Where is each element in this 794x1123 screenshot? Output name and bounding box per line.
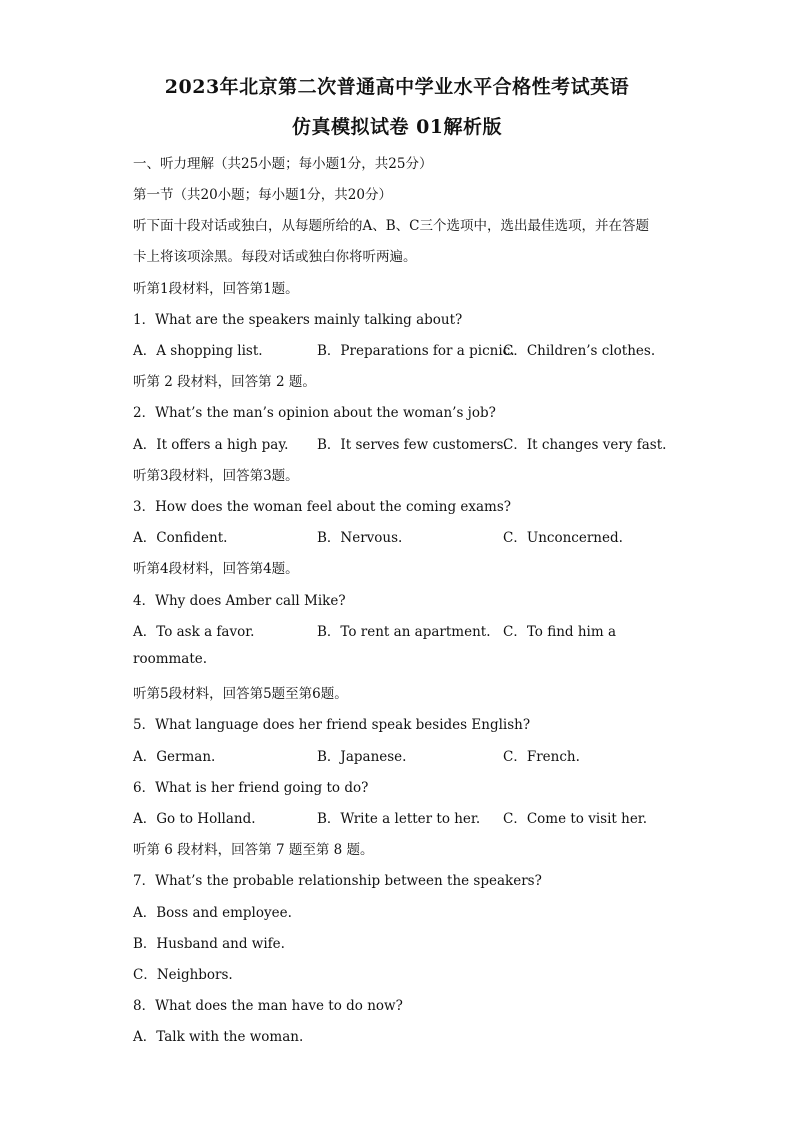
option-b: B．Nervous. [317,530,403,546]
option-b: B．Japanese. [317,749,407,765]
question-7-option-b: B．Husband and wife. [133,936,285,952]
material-heading-1: 听第1段材料，回答第1题。 [133,281,299,297]
option-b: B．It serves few customers. [317,437,508,453]
question-1: 1．What are the speakers mainly talking about? [133,312,463,328]
question-7: 7．What’s the probable relationship between the speakers? [133,873,542,889]
material-heading-2: 听第 2 段材料，回答第 2 题。 [133,374,316,390]
option-a: A．Confident. [133,530,228,546]
question-8-option-a: A．Talk with the woman. [133,1029,304,1045]
option-a: A．German. [133,749,216,765]
option-a: A．A shopping list. [133,343,263,359]
question-6: 6．What is her friend going to do? [133,780,369,796]
instructions-line-1: 听下面十段对话或独白，从每题所给的A、B、C三个选项中，选出最佳选项，并在答题 [133,218,649,234]
option-c: C．To find him a [503,624,616,640]
option-c: C．Children’s clothes. [503,343,656,359]
question-4-options [133,620,693,640]
material-heading-5: 听第5段材料，回答第5题至第6题。 [133,686,348,702]
option-a: A．It offers a high pay. [133,437,289,453]
question-7-option-a: A．Boss and employee. [133,905,292,921]
option-c: C．Unconcerned. [503,530,623,546]
material-heading-4: 听第4段材料，回答第4题。 [133,561,299,577]
instructions-line-2: 卡上将该项涂黑。每段对话或独白你将听两遍。 [133,249,417,265]
option-a: A．To ask a favor. [133,624,255,640]
question-7-option-c: C．Neighbors. [133,967,233,983]
question-6-options [133,807,693,827]
option-b: B．To rent an apartment. [317,624,491,640]
option-b: B．Write a letter to her. [317,811,481,827]
question-8: 8．What does the man have to do now? [133,998,403,1014]
part-one-heading: 一、听力理解（共25小题；每小题1分，共25分） [133,156,433,172]
question-3-options [133,526,693,546]
option-c: C．French. [503,749,580,765]
option-c: C．Come to visit her. [503,811,648,827]
material-heading-6: 听第 6 段材料，回答第 7 题至第 8 题。 [133,842,374,858]
question-2-options [133,433,693,453]
question-2: 2．What’s the man’s opinion about the woman’s job? [133,405,496,421]
option-a: A．Go to Holland. [133,811,256,827]
question-5: 5．What language does her friend speak besides English? [133,717,531,733]
section-one-heading: 第一节（共20小题；每小题1分，共20分） [133,187,392,203]
option-c-continuation: roommate. [133,651,208,667]
option-c: C．It changes very fast. [503,437,667,453]
question-5-options [133,745,693,765]
document-title-line-1: 2023年北京第二次普通高中学业水平合格性考试英语 [164,76,630,98]
option-b: B．Preparations for a picnic. [317,343,515,359]
question-4: 4．Why does Amber call Mike? [133,593,346,609]
material-heading-3: 听第3段材料，回答第3题。 [133,468,299,484]
question-3: 3．How does the woman feel about the coming exams? [133,499,511,515]
document-title-line-2: 仿真模拟试卷 01解析版 [291,116,503,138]
question-1-options [133,339,693,359]
